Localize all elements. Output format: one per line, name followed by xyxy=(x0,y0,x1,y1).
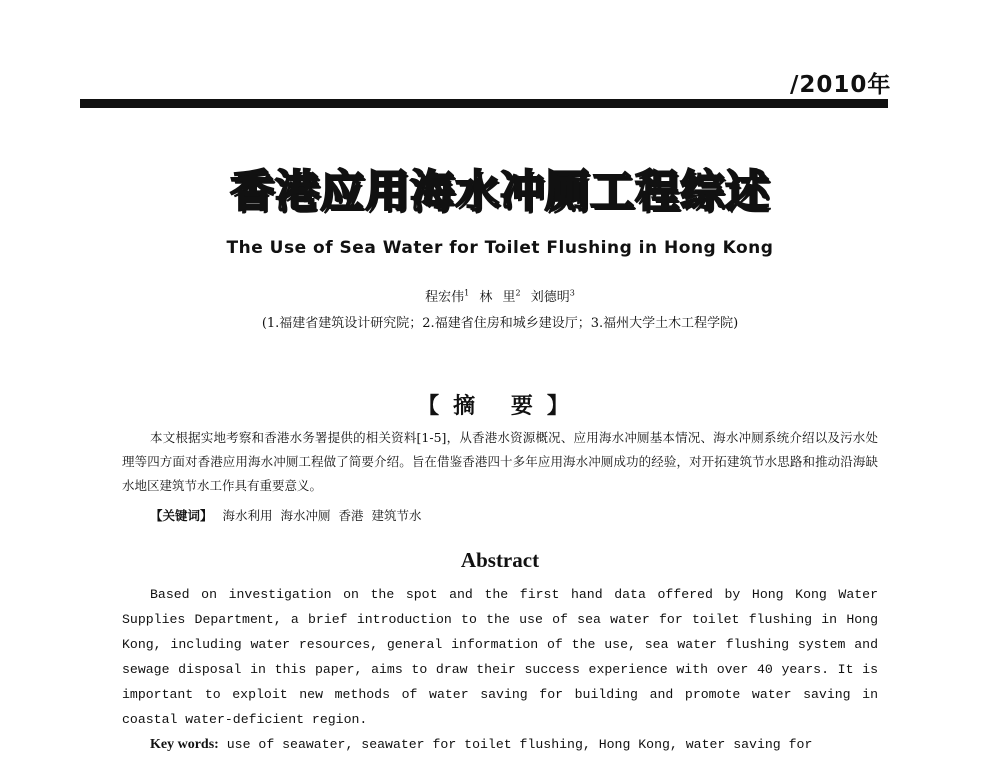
chinese-abstract-heading: 【摘 要】 xyxy=(417,394,583,419)
author-name: 程宏伟 xyxy=(425,290,465,305)
author-mark: 3 xyxy=(569,288,575,298)
keyword: 海水利用 xyxy=(222,508,273,523)
journal-year: /2010年 xyxy=(790,72,892,98)
author-mark: 1 xyxy=(464,288,470,298)
affiliations: (1.福建省建筑设计研究院；2.福建省住房和城乡建设厅；3.福州大学土木工程学院) xyxy=(261,316,739,331)
author-mark: 2 xyxy=(515,288,521,298)
author-list xyxy=(0,286,1000,305)
header-rule xyxy=(80,99,888,108)
english-abstract-body: Based on investigation on the spot and the first hand data offered by Hong Kong Water Supplies Department, a brief introduction to the use of sea water for toilet flushing in Hong Kong, including water resources, general information of the use, sea water flushing system and sewage disposal in this paper, aims to draw their success experience with over 40 years. It is important to exploit new methods of water saving for building and promote water saving in coastal water-deficient region. xyxy=(122,587,878,727)
chinese-keywords-label: 【关键词】 xyxy=(150,508,213,523)
chinese-keywords xyxy=(150,504,880,528)
english-keywords-text: use of seawater, seawater for toilet flushing, Hong Kong, water saving for xyxy=(226,737,813,752)
keyword: 海水冲厕 xyxy=(280,508,331,523)
english-keywords-label: Key words: xyxy=(150,737,219,752)
keyword: 香港 xyxy=(338,508,364,523)
keyword: 建筑节水 xyxy=(371,508,422,523)
author-name: 刘德明 xyxy=(530,290,570,305)
english-abstract-heading: Abstract xyxy=(460,548,540,572)
chinese-title: 香港应用海水冲厕工程综述 xyxy=(230,166,770,217)
chinese-abstract-body: 本文根据实地考察和香港水务署提供的相关资料[1-5]，从香港水资源概况、应用海水冲厕基本情况、海水冲厕系统介绍以及污水处理等四方面对香港应用海水冲厕工程做了简要介绍。旨在借鉴香港四十多年应用海水冲厕成功的经验，对开拓建筑节水思路和推动沿海缺水地区建筑节水工作具有重要意义。 xyxy=(122,430,878,493)
english-title: The Use of Sea Water for Toilet Flushing in Hong Kong xyxy=(226,238,774,258)
english-keywords xyxy=(150,732,878,757)
author-name: 林 里 xyxy=(479,290,516,305)
